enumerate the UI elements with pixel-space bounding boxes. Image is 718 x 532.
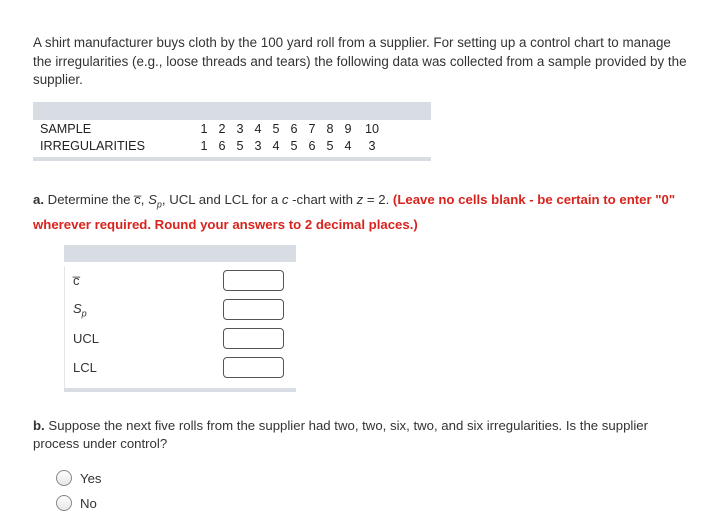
option-yes-label: Yes xyxy=(80,470,102,486)
irregularities-cell: 3 xyxy=(368,138,376,153)
answer-row-lcl xyxy=(65,353,296,382)
question-b-text: Suppose the next five rolls from the supplier had two, two, six, two, and six irregularities. Is the supplier process under control? xyxy=(33,418,648,451)
sample-cell: 6 xyxy=(290,121,298,136)
question-a-text-1: Determine the xyxy=(47,192,135,207)
question-a-instruction: (Leave no cells blank - be certain to enter "0" wherever required. Round your answers to 2 decimal places.) xyxy=(33,192,676,232)
irregularities-cell: 6 xyxy=(308,138,316,153)
sp-input[interactable] xyxy=(223,299,284,320)
ucl-input[interactable] xyxy=(223,328,284,349)
sample-cell: 9 xyxy=(344,121,352,136)
irregularities-cell: 3 xyxy=(254,138,262,153)
sample-cell: 1 xyxy=(200,121,208,136)
question-b-letter: b. xyxy=(33,418,45,433)
label-cbar: c̅ xyxy=(73,273,80,288)
answer-table-footer xyxy=(64,388,296,392)
irregularities-cell: 5 xyxy=(290,138,298,153)
table-row-sample xyxy=(33,120,431,137)
option-no-label: No xyxy=(80,495,97,511)
irregularities-cell: 5 xyxy=(326,138,334,153)
option-no[interactable] xyxy=(56,495,97,511)
row-label-sample: SAMPLE xyxy=(40,121,92,136)
row-label-irregularities: IRREGULARITIES xyxy=(40,138,145,153)
label-sp: $S_p$ xyxy=(73,300,87,319)
irregularities-cell: 4 xyxy=(272,138,280,153)
sample-data-table xyxy=(33,102,431,161)
sample-cell: 7 xyxy=(308,121,316,136)
sp-symbol: S xyxy=(148,192,157,207)
irregularities-cell: 4 xyxy=(344,138,352,153)
question-b xyxy=(33,417,693,453)
sample-cell: 3 xyxy=(236,121,244,136)
question-a-text-2: , UCL and LCL for a xyxy=(161,192,282,207)
sample-cell: 2 xyxy=(218,121,226,136)
label-lcl: LCL xyxy=(73,360,97,375)
irregularities-cell: 1 xyxy=(200,138,208,153)
irregularities-cell: 5 xyxy=(236,138,244,153)
sample-cell: 4 xyxy=(254,121,262,136)
label-ucl: UCL xyxy=(73,331,100,346)
option-yes[interactable] xyxy=(56,470,102,486)
answer-row-cbar xyxy=(65,266,296,295)
irregularities-cell: 6 xyxy=(218,138,226,153)
answer-row-sp xyxy=(65,295,296,324)
table-header-bar xyxy=(33,102,431,120)
question-a-letter: a. xyxy=(33,192,44,207)
answer-row-ucl xyxy=(65,324,296,353)
sample-cell: 5 xyxy=(272,121,280,136)
radio-yes[interactable] xyxy=(56,470,72,486)
lcl-input[interactable] xyxy=(223,357,284,378)
question-a: a. Determine the c̅, $S_p$, UCL and LCL for a c -chart with z = 2. (Leave no cells blank - be certain to enter "0" wherever required. Round your answers to 2 decimal places.) xyxy=(33,192,676,232)
answer-table xyxy=(64,245,296,392)
sample-cell: 10 xyxy=(364,121,379,136)
table-row-irregularities xyxy=(33,137,431,154)
problem-intro: A shirt manufacturer buys cloth by the 100 yard roll from a supplier. For setting up a control chart to manage the irregularities (e.g., loose threads and tears) the following data was collected from a sample provided by the supplier. xyxy=(33,35,687,87)
sample-cell: 8 xyxy=(326,121,334,136)
cbar-input[interactable] xyxy=(223,270,284,291)
c-bar-symbol: c̅ xyxy=(134,192,141,207)
answer-table-header xyxy=(64,245,296,262)
table-footer-bar xyxy=(33,157,431,161)
radio-no[interactable] xyxy=(56,495,72,511)
